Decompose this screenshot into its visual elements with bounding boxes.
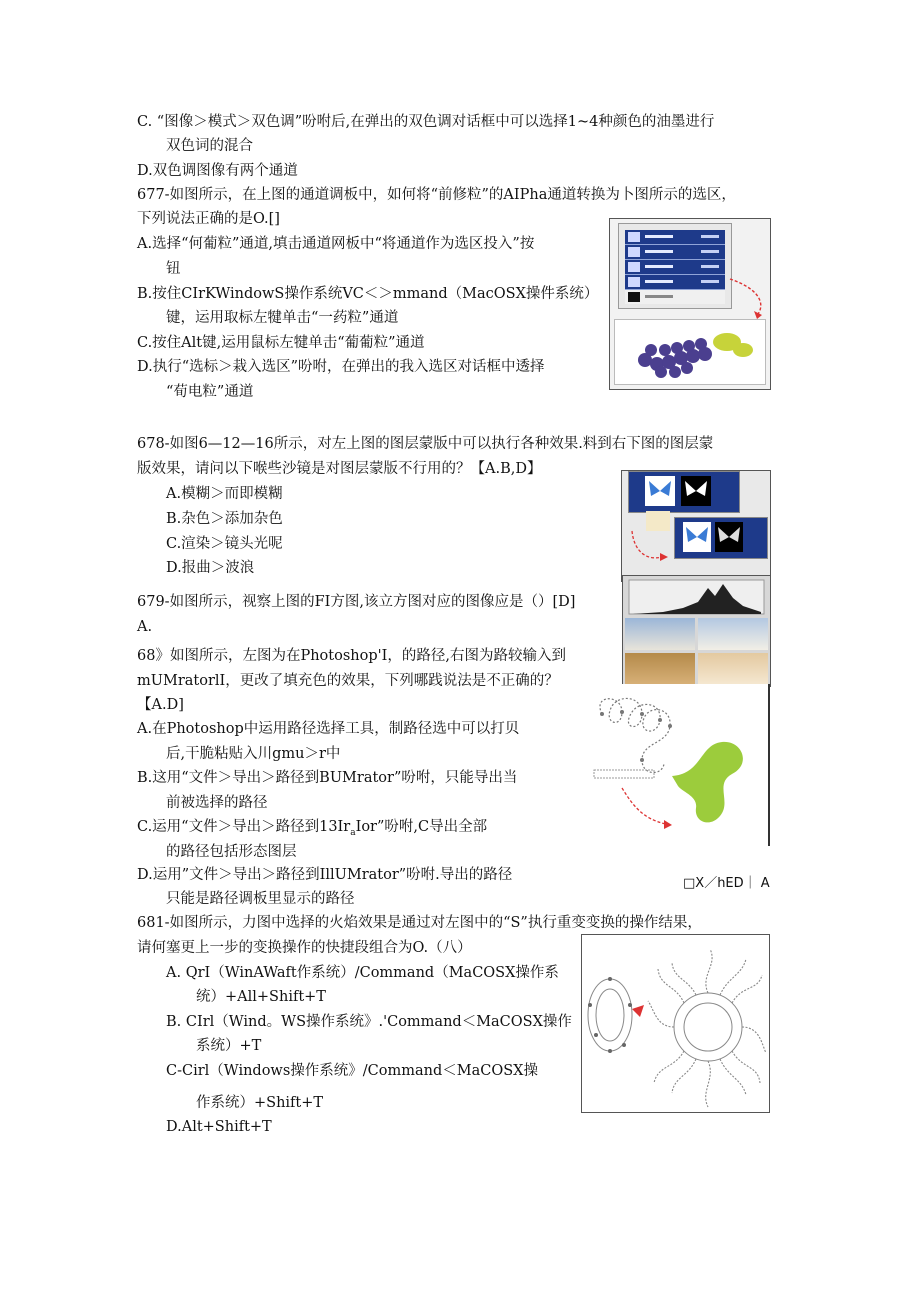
q680-option-a-line1: A.在Photoshop中运用路径选择工具，制路径选中可以打贝 [137,721,520,737]
q678-option-a: A.模糊＞而即模糊 [166,486,283,502]
q680-option-c-sub: a [350,827,356,838]
candidate-images [623,618,770,686]
q680-option-b-line1: B.这用“文件＞导出＞路径到BUMrator”吩咐，只能导出当 [137,770,518,786]
q677-option-b-line1: B.按住CIrKWindowS操作系统VC＜＞mmand（MacOSX操件系统） [137,286,599,302]
q681-option-a-line2: 统）+All+Shift+T [196,989,326,1005]
q679-stem: 679-如图所示，视察上图的FI方图,该立方图对应的图像应是（）[D] [137,594,576,610]
q676-option-c-line1: C. “图像＞模式＞双色调”吩咐后,在弹出的双色调对话框中可以选择1~4种颜色的油墨进行 [137,114,715,130]
q678-stem-line1: 678-如图6—12—16所示，对左上图的图层蒙版中可以执行各种效果.料到右下图的图层蒙 [137,436,714,452]
q681-stem-line1: 681-如图所示，力图中选择的火焰效果是通过对左图中的“S”执行重变变换的操作结果， [137,915,702,931]
q681-option-d: D.Alt+Shift+T [166,1119,272,1135]
q680-stem-line1: 68》如图所示，左图为在Photoshop'I，的路径,右图为路较输入到 [137,648,566,664]
q677-option-c: C.按住Alt键,运用鼠标左犍单击“葡葡粒”通道 [137,335,425,351]
q678-option-c: C.渲染＞镜头光呢 [166,536,283,552]
q677-figure [609,218,771,390]
q680-option-c-text: C.运用“文件＞导出＞路径到13Ir [137,819,351,835]
q681-option-b-line1: B. CIrl（Wind。WS操作系统》.'Command＜MaCOSX操作 [166,1014,572,1030]
q681-option-b-line2: 系统）+T [196,1038,262,1054]
q680-answer: 【A.D] [137,697,184,713]
histogram [623,576,770,616]
q676-option-d: D.双色调图像有两个通道 [137,163,298,179]
q680-option-d-line1: D.运用”文件＞导出＞路径到IllUMrator”吩咐.导出的路径 [137,867,513,883]
q680-option-c-text-end: Ior”吩咐,C导出全部 [355,819,488,835]
path-drawing [582,684,768,846]
q680-stem-line2: mUMratorlI，更改了填充色的效果，下列哪践说法是不正确的？ [137,673,559,689]
q680-option-d-line2: 只能是路径调板里显示的路径 [166,891,355,907]
q678-arrow-graphic [622,471,770,581]
q677-option-d-line2: “荀电粒”通道 [166,384,254,400]
q676-option-c-line2: 双色词的混合 [166,138,253,154]
q680-option-c-line1 [137,817,487,843]
q677-option-b-line2: 键，运用取标左犍单击“一药粒”通道 [166,310,399,326]
q680-option-a-line2: 后,干脆粘贴入川gmu＞r中 [166,746,341,762]
q677-option-d-line1: D.执行“选标＞栽入选区”吩咐，在弹出的我入选区对话框中透择 [137,359,545,375]
butterfly-thumb [646,511,670,531]
q680-side-note: □X／hED｜ A [683,876,770,891]
q678-figure [621,470,771,582]
q678-option-d: D.报曲＞波浪 [166,560,255,576]
q677-stem-line1: 677-如图所示，在上图的通道调板中，如何将“前修粒”的AIPha通道转换为卜图所示的选区， [137,187,736,203]
q679-figure [622,575,771,687]
q681-stem-line2: 请何塞更上一步的变换操作的快捷段组合为O.（八） [137,940,472,956]
q681-option-c-line1: C-Cirl（Windows操作系统》/Command＜MaCOSX操 [166,1063,538,1079]
q680-option-c-line2: 的路径包括形态图层 [166,844,297,860]
q677-stem-line2: 下列说法正确的是O.[] [137,211,280,227]
q680-figure [582,684,770,846]
q681-figure [581,934,770,1113]
q677-option-a-line1: A.选择“何葡粒”通道,填击通道网板中“将通道作为选区投入”按 [137,236,535,252]
grape-image [614,319,766,385]
q680-option-b-line2: 前被选择的路径 [166,795,268,811]
q677-option-a-line2: 钮 [166,261,181,277]
q678-option-b: B.杂色＞添加杂色 [166,511,283,527]
transform-drawing [582,935,769,1112]
q681-option-c-line2: 作系统）+Shift+T [196,1095,324,1111]
q679-option-a: A. [137,619,153,635]
q678-stem-line2: 版效果，请问以下喉些沙镜是对图层蒙版不行用的？【A.B,D】 [137,461,542,477]
q681-option-a-line1: A. QrI（WinAWaft作系统）/Command（MaCOSX操作系 [166,965,559,981]
